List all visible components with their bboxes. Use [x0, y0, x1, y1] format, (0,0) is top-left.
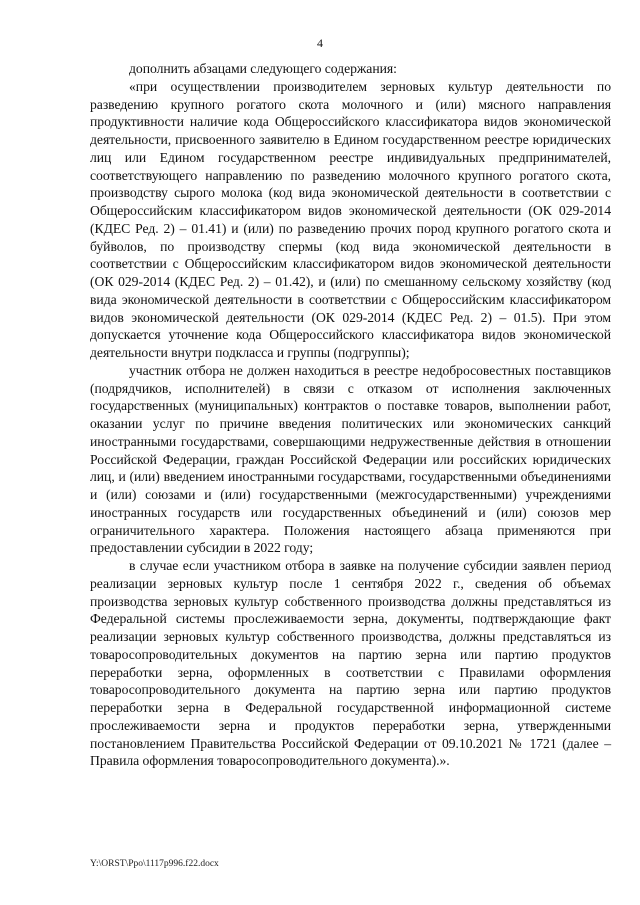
paragraph-grain-traceability: в случае если участником отбора в заявке на получение субсидии заявлен период реализации зерновых культур после 1 сентября 2022 г., сведения об объемах производства зерновых культур собственного производства должны представляться из Федеральной системы прослеживаемости зерна, документы, подтверждающие факт реализации зерновых культур собственного производства, должны представляться из товаросопроводительных документов на партию зерна или партию продуктов переработки зерна, оформленных в соответствии с Правилами оформления товаросопроводительного документа на партию зерна или партию продуктов переработки зерна в Федеральной государственной информационной системе прослеживаемости зерна и продуктов переработки зерна, утвержденными постановлением Правительства Российской Федерации от 09.10.2021 № 1721 (далее – Правила оформления товаросопроводительного документа).».	[90, 558, 611, 769]
document-body	[90, 60, 611, 770]
paragraph-sanctions-registry: участник отбора не должен находиться в реестре недобросовестных поставщиков (подрядчиков, исполнителей) в связи с отказом от исполнения заключенных государственных (муниципальных) контрактов о поставке товаров, выполнении работ, оказании услуг по причине введения политических или экономических санкций иностранными государствами, совершающими недружественные действия в отношении Российской Федерации, граждан Российской Федерации или российских юридических лиц, и (или) введением иностранными государствами, государственными объединениями и (или) союзами и (или) государственными (межгосударственными) учреждениями иностранных государств или государственных объединений и (или) союзов мер ограничительного характера. Положения настоящего абзаца применяются при предоставлении субсидии в 2022 году;	[90, 362, 611, 556]
paragraph-intro: дополнить абзацами следующего содержания:	[129, 61, 397, 76]
footer-file-path: Y:\ORST\Ppo\1117p996.f22.docx	[90, 859, 219, 869]
page-number: 4	[317, 36, 323, 50]
paragraph-okved-requirement: «при осуществлении производителем зерновых культур деятельности по разведению крупного рогатого скота молочного и (или) мясного направления продуктивности наличие кода Общероссийского классификатора видов экономической деятельности, присвоенного заявителю в Едином государственном реестре юридических лиц или Едином государственном реестре индивидуальных предпринимателей, соответствующего направлению по разведению молочного крупного рогатого скота, производству сырого молока (код вида экономической деятельности в соответствии с Общероссийским классификатором видов экономической деятельности (ОК 029-2014 (КДЕС Ред. 2) – 01.41) и (или) по разведению прочих пород крупного рогатого скота и буйволов, по производству спермы (код вида экономической деятельности в соответствии с Общероссийским классификатором видов экономической деятельности (ОК 029-2014 (КДЕС Ред. 2) – 01.42), и (или) по смешанному сельскому хозяйству (код вида экономической деятельности в соответствии с Общероссийским классификатором видов экономической деятельности (ОК 029-2014 (КДЕС Ред. 2) – 01.5). При этом допускается уточнение кода Общероссийского классификатора видов экономической деятельности внутри подкласса и группы (подгруппы);	[90, 78, 611, 360]
